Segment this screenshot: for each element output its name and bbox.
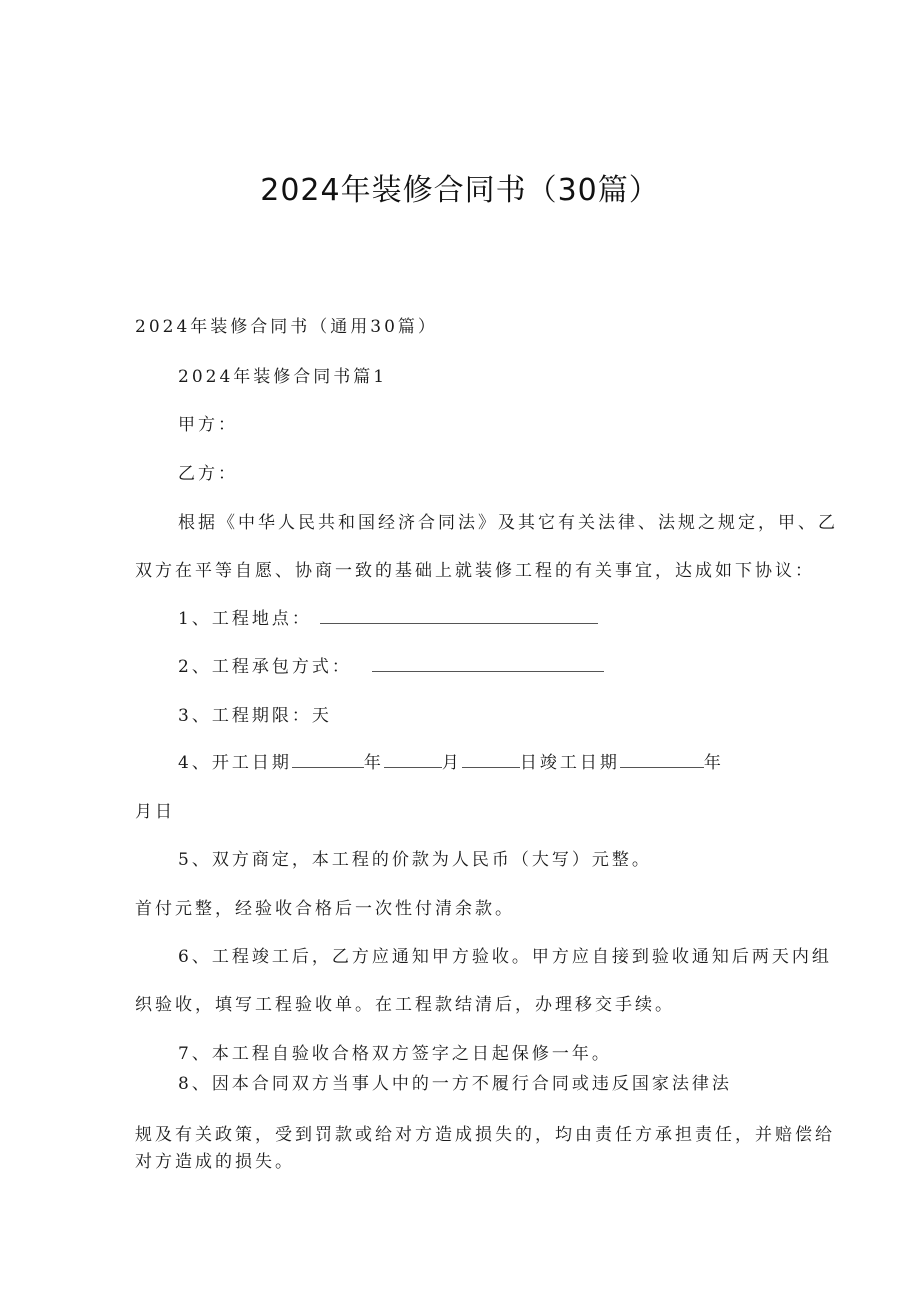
clause-4-end-label: 日竣工日期: [519, 753, 620, 773]
clause-5-line-2: 首付元整，经验收合格后一次性付清余款。: [135, 899, 515, 919]
intro-paragraph-line-1: 根据《中华人民共和国经济合同法》及其它有关法律、法规之规定，甲、乙: [178, 513, 838, 533]
clause-1-label: 1、工程地点：: [178, 609, 312, 629]
clause-4-start-label: 4、开工日期: [178, 753, 292, 773]
clause-4-month-label: 月: [441, 753, 462, 773]
document-title: 2024年装修合同书（30篇）: [260, 173, 660, 208]
clause-4-year-label: 年: [363, 753, 384, 773]
blank-field-start-day: [462, 753, 520, 768]
clause-4-end-year-label: 年: [703, 753, 724, 773]
clause-4-continuation: 月日: [135, 802, 175, 822]
clause-2-label: 2、工程承包方式：: [178, 657, 352, 677]
section-heading: 2024年装修合同书篇1: [178, 367, 388, 387]
blank-field-start-year: [292, 753, 364, 768]
document-subtitle: 2024年装修合同书（通用30篇）: [135, 317, 438, 337]
clause-1: [178, 608, 598, 630]
clause-4: [178, 752, 724, 774]
party-a-label: 甲方：: [178, 415, 238, 435]
blank-field-start-month: [384, 753, 442, 768]
clause-6-line-2: 织验收，填写工程验收单。在工程款结清后，办理移交手续。: [135, 995, 675, 1015]
clause-8-line-2: 规及有关政策，受到罚款或给对方造成损失的，均由责任方承担责任，并赔偿给: [135, 1125, 835, 1145]
clause-7: 7、本工程自验收合格双方签字之日起保修一年。: [178, 1044, 612, 1064]
clause-6-line-1: 6、工程竣工后，乙方应通知甲方验收。甲方应自接到验收通知后两天内组: [178, 947, 832, 967]
clause-2: [178, 656, 604, 678]
blank-field-end-year: [620, 753, 704, 768]
clause-5-line-1: 5、双方商定，本工程的价款为人民币（大写）元整。: [178, 850, 652, 870]
blank-field-location: [320, 609, 598, 624]
intro-paragraph-line-2: 双方在平等自愿、协商一致的基础上就装修工程的有关事宜，达成如下协议：: [135, 561, 815, 581]
clause-8-line-1: 8、因本合同双方当事人中的一方不履行合同或违反国家法律法: [178, 1074, 732, 1094]
blank-field-contract-method: [372, 657, 604, 672]
party-b-label: 乙方：: [178, 464, 238, 484]
clause-3: 3、工程期限：天: [178, 706, 332, 726]
clause-8-line-3: 对方造成的损失。: [135, 1152, 295, 1172]
